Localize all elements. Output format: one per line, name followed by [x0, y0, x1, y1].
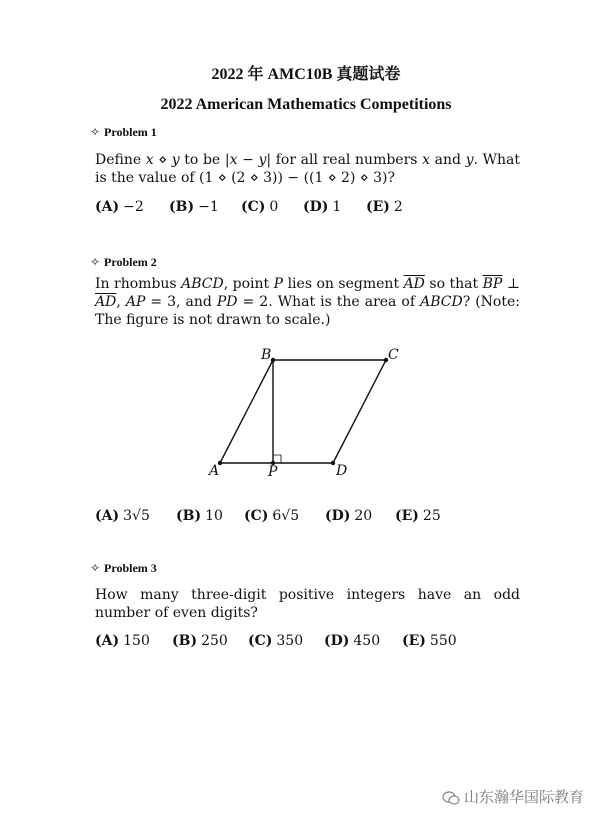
point-d — [331, 461, 335, 465]
choice-value: 150 — [123, 633, 150, 649]
choice-value: 550 — [429, 633, 457, 649]
choice-value: 20 — [354, 508, 373, 524]
answer-choice — [303, 199, 341, 215]
label-a: A — [209, 463, 220, 479]
answer-choice — [366, 199, 403, 215]
label-d: D — [336, 463, 348, 479]
answer-choice — [241, 199, 278, 215]
answer-choice — [244, 508, 299, 524]
watermark: 山东瀚华国际教育 — [442, 786, 584, 807]
choice-letter: (E) — [402, 633, 426, 649]
diamond-bullet-icon: ✧ — [90, 255, 101, 269]
label-c: C — [388, 347, 399, 363]
answer-choice — [395, 508, 441, 524]
choice-letter: (B) — [169, 199, 195, 215]
choice-letter: (A) — [95, 199, 120, 215]
choice-value: 0 — [269, 199, 279, 215]
side-ab — [220, 360, 273, 463]
wechat-logo-icon — [442, 791, 460, 805]
choice-value: 10 — [205, 508, 223, 524]
label-p: P — [268, 464, 278, 480]
choice-value: 3√5 — [123, 508, 150, 524]
side-cd — [333, 360, 386, 463]
answer-choice — [169, 199, 219, 215]
choice-letter: (E) — [395, 508, 419, 524]
choice-letter: (C) — [244, 508, 269, 524]
answer-choice — [172, 633, 228, 649]
choice-letter: (D) — [303, 199, 329, 215]
answer-choice — [325, 508, 372, 524]
problem-3-heading: ✧ Problem 3 — [90, 561, 157, 575]
choice-letter: (B) — [172, 633, 198, 649]
answer-choice — [176, 508, 223, 524]
answer-choice — [95, 633, 150, 649]
choice-value: 250 — [201, 633, 228, 649]
point-b — [271, 358, 275, 362]
problem-1-text: Define x ⋄ y to be |x − y| for all real numbers x and y. What is the value of (1 ⋄ (2 ⋄ 3)) − ((1 ⋄ 2) ⋄ 3)? — [95, 152, 520, 186]
answer-choice — [402, 633, 457, 649]
page-title: 2022 年 AMC10B 真题试卷 — [211, 66, 401, 83]
rhombus-figure — [205, 343, 405, 483]
choice-value: 6√5 — [272, 508, 300, 524]
label-b: B — [261, 347, 272, 363]
choice-value: −1 — [198, 199, 219, 215]
choice-value: 450 — [353, 633, 381, 649]
choice-value: −2 — [123, 199, 144, 215]
choice-letter: (B) — [176, 508, 202, 524]
choice-value: 1 — [332, 199, 342, 215]
page-subtitle: 2022 American Mathematics Competitions — [160, 96, 452, 113]
diamond-bullet-icon: ✧ — [90, 561, 101, 575]
choice-value: 350 — [276, 633, 304, 649]
problem-3-text: How many three-digit positive integers have an odd number of even digits? — [95, 587, 520, 621]
problem-2-heading: ✧ Problem 2 — [90, 255, 157, 269]
problem-1-heading: ✧ Problem 1 — [90, 125, 157, 139]
answer-choice — [95, 508, 150, 524]
answer-choice — [95, 199, 144, 215]
choice-letter: (D) — [325, 508, 351, 524]
diamond-bullet-icon: ✧ — [90, 125, 101, 139]
choice-letter: (A) — [95, 633, 120, 649]
choice-letter: (C) — [241, 199, 266, 215]
choice-letter: (C) — [248, 633, 273, 649]
choice-value: 2 — [393, 199, 403, 215]
answer-choice — [324, 633, 380, 649]
problem-2-text: In rhombus ABCD, point P lies on segment $\overline{AD}$ so that $\overline{BP}$ ⊥ $\overline{AD}$, AP = 3, and PD = 2. What is the area of ABCD? (Note: The figure is not drawn to scale.) — [95, 276, 520, 328]
choice-letter: (D) — [324, 633, 350, 649]
answer-choice — [248, 633, 303, 649]
choice-letter: (E) — [366, 199, 390, 215]
choice-letter: (A) — [95, 508, 120, 524]
choice-value: 25 — [422, 508, 441, 524]
